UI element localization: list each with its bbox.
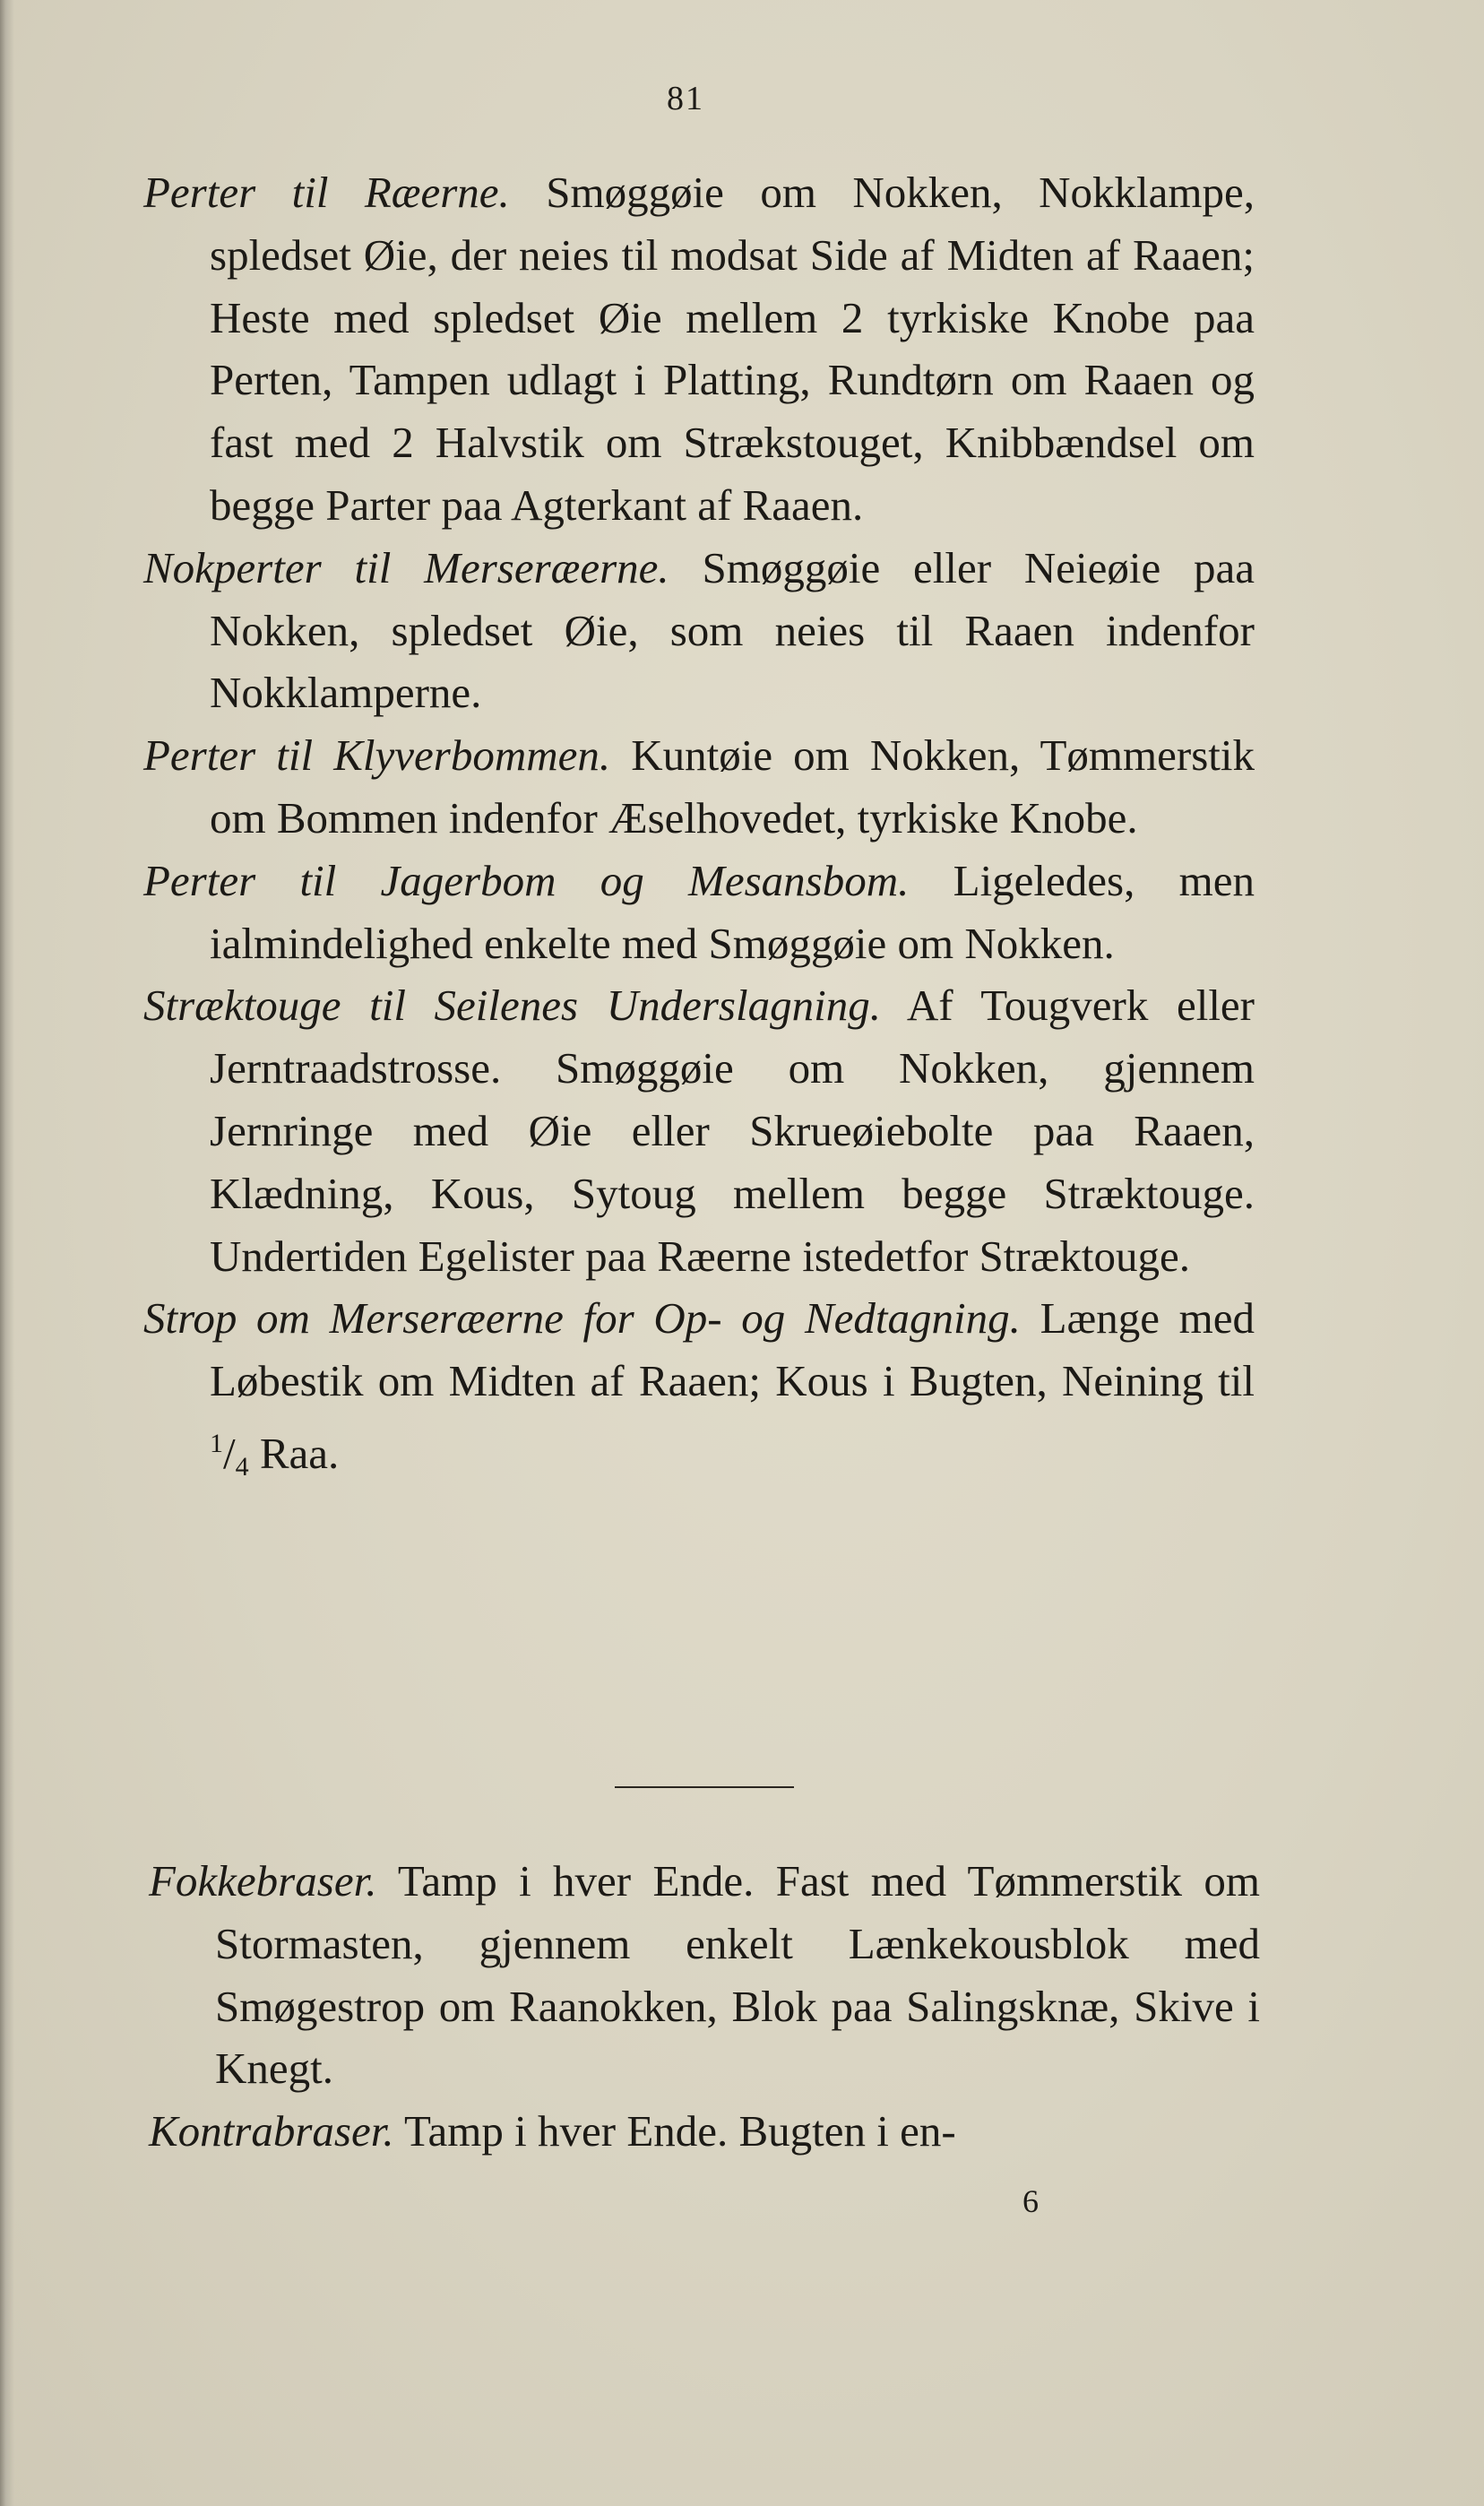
- entry-text: Smøggøie eller Neieøie paa Nokken, spledset Øie, som neies til Raaen indenfor Nokklamperne.: [210, 542, 1255, 718]
- entry-heading: Strop om Merseræerne for Op- og Nedtagning.: [143, 1293, 1021, 1344]
- entry-heading: Kontrabraser.: [149, 2106, 394, 2156]
- entry-heading: Perter til Klyverbommen.: [143, 730, 611, 781]
- entry-perter-til-jagerbom: [143, 850, 1255, 975]
- entry-heading: Perter til Jagerbom og Mesansbom.: [143, 855, 910, 905]
- entry-heading: Stræktouge til Seilenes Underslagning.: [143, 981, 881, 1031]
- rigging-entries-section: [143, 161, 1255, 1499]
- fraction-denominator: 4: [235, 1451, 249, 1482]
- entry-heading: Nokperter til Merseræerne.: [143, 542, 669, 592]
- entry-text: Tamp i hver Ende. Bugten i en-: [404, 2106, 956, 2156]
- entry-nokperter-til-merseraeerne: [143, 537, 1255, 724]
- entry-straektouge: [143, 974, 1255, 1287]
- entry-text-end: Raa.: [259, 1428, 340, 1478]
- entry-perter-til-klyverbommen: [143, 724, 1255, 850]
- section-divider: [615, 1786, 794, 1788]
- entry-strop-om-merseraeerne: Strop om Merseræerne for Op- og Nedtagning. Længe med Løbestik om Midten af Raaen; Kous i Bugten, Neining til $^1/_4$ Raa.: [143, 1293, 1255, 1482]
- page-number: 81: [667, 80, 704, 117]
- entry-text: Længe med Løbestik om Midten af Raaen; Kous i Bugten, Neining til: [210, 1293, 1255, 1406]
- entry-text: Kuntøie om Nokken, Tømmerstik om Bommen indenfor Æselhovedet, tyrkiske Knobe.: [210, 730, 1255, 843]
- entry-fokkebraser: [149, 1850, 1260, 2100]
- entry-text: Af Tougverk eller Jerntraadstrosse. Smøggøie om Nokken, gjennem Jernringe med Øie eller Skrueøiebolte paa Raaen, Klædning, Kous, Sytoug mellem begge Stræktouge. Undertiden Egelister paa Ræerne istedetfor Stræktouge.: [210, 981, 1255, 1281]
- signature-mark: 6: [1022, 2183, 1039, 2219]
- fraction-numerator: 1: [210, 1428, 223, 1458]
- binding-edge: [0, 0, 14, 2506]
- entry-text: Smøggøie om Nokken, Nokklampe, spledset Øie, der neies til modsat Side af Midten af Raaen; Heste med spledset Øie mellem 2 tyrkiske Knobe paa Perten, Tampen udlagt i Platting, Rundtørn om Raaen og fast med 2 Halvstik om Strækstouget, Knibbændsel om begge Parter paa Agterkant af Raaen.: [210, 168, 1255, 530]
- entry-text: Tamp i hver Ende. Fast med Tømmerstik om Stormasten, gjennem enkelt Lænkekousblok med Smøgestrop om Raanokken, Blok paa Salingsknæ, Skive i Knegt.: [215, 1856, 1260, 2094]
- entry-heading: Fokkebraser.: [149, 1856, 377, 1905]
- entry-kontrabraser: [149, 2100, 1260, 2163]
- entry-text: Ligeledes, men ialmindelighed enkelte med Smøggøie om Nokken.: [210, 855, 1255, 968]
- entry-perter-til-raeerne: [143, 161, 1255, 537]
- entry-heading: Perter til Ræerne.: [143, 168, 510, 217]
- braces-entries-section: [149, 1850, 1260, 2163]
